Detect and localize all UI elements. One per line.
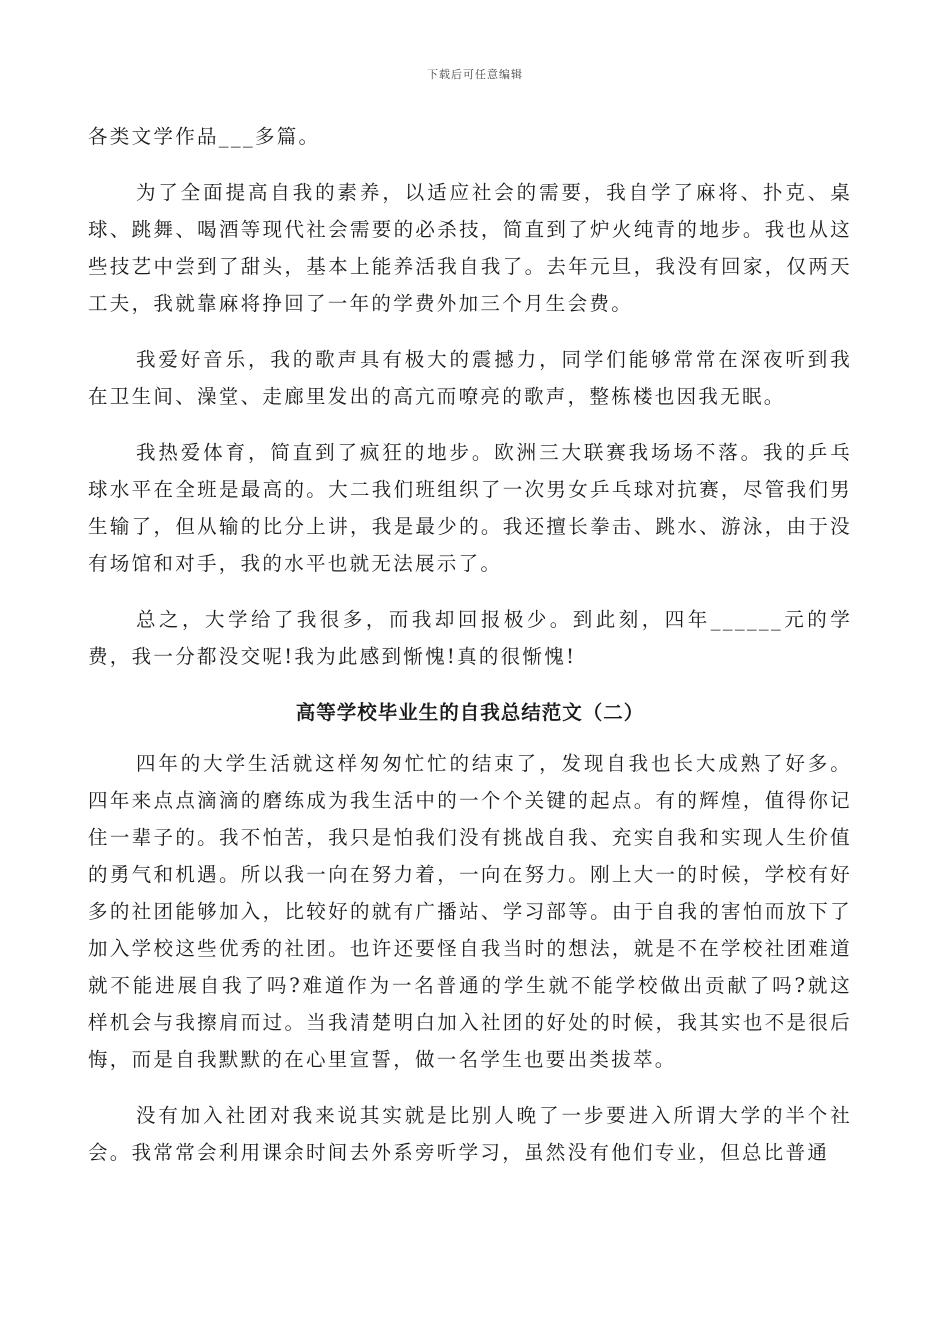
- paragraph-clubs: 没有加入社团对我来说其实就是比别人晚了一步要进入所谓大学的半个社会。我常常会利用课余时间去外系旁听学习，虽然没有他们专业，但总比普通: [88, 1104, 852, 1164]
- document-body: [88, 118, 852, 1171]
- paragraph-music: 我爱好音乐，我的歌声具有极大的震撼力，同学们能够常常在深夜听到我在卫生间、澡堂、走廊里发出的高亢而嘹亮的歌声，整栋楼也因我无眠。: [88, 348, 852, 408]
- paragraph-self-study: 为了全面提高自我的素养，以适应社会的需要，我自学了麻将、扑克、桌球、跳舞、喝酒等现代社会需要的必杀技，简直到了炉火纯青的地步。我也从这些技艺中尝到了甜头，基本上能养活我自我了。去年元旦，我没有回家，仅两天工夫，我就靠麻将挣回了一年的学费外加三个月生会费。: [88, 181, 852, 315]
- paragraph-continuation: 各类文学作品___多篇。: [88, 125, 321, 148]
- paragraph-conclusion: 总之，大学给了我很多，而我却回报极少。到此刻，四年______元的学费，我一分都没交呢!我为此感到惭愧!真的很惭愧!: [88, 608, 852, 668]
- paragraph-four-years: 四年的大学生活就这样匆匆忙忙的结束了，发现自我也长大成熟了好多。四年来点点滴滴的磨练成为我生活中的一个个关键的起点。有的辉煌，值得你记住一辈子的。我不怕苦，我只是怕我们没有挑战自我、充实自我和实现人生价值的勇气和机遇。所以我一向在努力着，一向在努力。刚上大一的时候，学校有好多的社团能够加入，比较好的就有广播站、学习部等。由于自我的害怕而放下了加入学校这些优秀的社团。也许还要怪自我当时的想法，就是不在学校社团难道就不能进展自我了吗?难道作为一名普通的学生就不能学校做出贡献了吗?就这样机会与我擦肩而过。当我清楚明白加入社团的好处的时候，我其实也不是很后悔，而是自我默默的在心里宣誓，做一名学生也要出类拔萃。: [88, 752, 852, 1071]
- page-header: 下载后可任意编辑: [427, 68, 523, 81]
- section-heading: 高等学校毕业生的自我总结范文（二）: [295, 701, 645, 724]
- paragraph-sports: 我热爱体育，简直到了疯狂的地步。欧洲三大联赛我场场不落。我的乒乓球水平在全班是最高的。大二我们班组织了一次男女乒乓球对抗赛，尽管我们男生输了，但从输的比分上讲，我是最少的。我还擅长拳击、跳水、游泳，由于没有场馆和对手，我的水平也就无法展示了。: [88, 441, 852, 575]
